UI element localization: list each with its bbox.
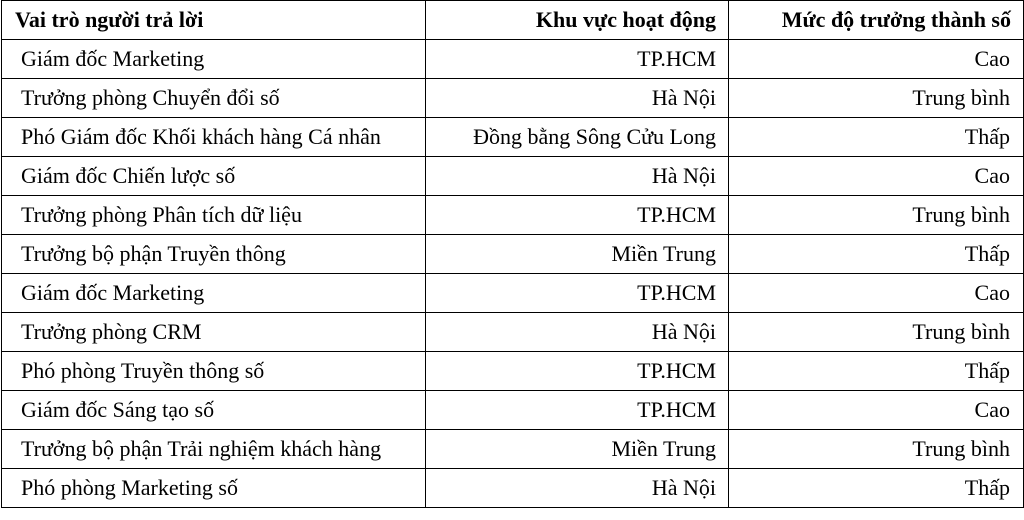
cell-respondent-role: Phó phòng Truyền thông số: [2, 352, 426, 391]
table-row: [2, 118, 1024, 157]
cell-respondent-role: Giám đốc Chiến lược số: [2, 157, 426, 196]
cell-operating-region: Hà Nội: [426, 79, 729, 118]
cell-respondent-role: Giám đốc Marketing: [2, 274, 426, 313]
table-row: [2, 313, 1024, 352]
cell-digital-maturity: Thấp: [729, 352, 1024, 391]
cell-operating-region: Miền Trung: [426, 430, 729, 469]
table-row: [2, 40, 1024, 79]
cell-respondent-role: Trưởng phòng Phân tích dữ liệu: [2, 196, 426, 235]
table-row: [2, 430, 1024, 469]
table-row: [2, 235, 1024, 274]
cell-operating-region: TP.HCM: [426, 196, 729, 235]
cell-digital-maturity: Trung bình: [729, 79, 1024, 118]
table-row: [2, 157, 1024, 196]
header-digital-maturity: Mức độ trưởng thành số: [729, 1, 1024, 40]
survey-respondents-table: [1, 0, 1024, 508]
cell-digital-maturity: Cao: [729, 391, 1024, 430]
table-row: [2, 79, 1024, 118]
cell-respondent-role: Trưởng bộ phận Trải nghiệm khách hàng: [2, 430, 426, 469]
cell-operating-region: Hà Nội: [426, 469, 729, 508]
cell-respondent-role: Giám đốc Sáng tạo số: [2, 391, 426, 430]
cell-respondent-role: Giám đốc Marketing: [2, 40, 426, 79]
table-body: [2, 40, 1024, 508]
table-row: [2, 196, 1024, 235]
cell-operating-region: Hà Nội: [426, 157, 729, 196]
cell-respondent-role: Trưởng phòng Chuyển đổi số: [2, 79, 426, 118]
cell-respondent-role: Phó Giám đốc Khối khách hàng Cá nhân: [2, 118, 426, 157]
header-operating-region: Khu vực hoạt động: [426, 1, 729, 40]
cell-digital-maturity: Trung bình: [729, 313, 1024, 352]
table-row: [2, 352, 1024, 391]
cell-digital-maturity: Trung bình: [729, 430, 1024, 469]
cell-digital-maturity: Thấp: [729, 469, 1024, 508]
cell-operating-region: Đồng bằng Sông Cửu Long: [426, 118, 729, 157]
table-row: [2, 391, 1024, 430]
cell-respondent-role: Trưởng bộ phận Truyền thông: [2, 235, 426, 274]
cell-operating-region: TP.HCM: [426, 352, 729, 391]
cell-digital-maturity: Thấp: [729, 235, 1024, 274]
header-respondent-role: Vai trò người trả lời: [2, 1, 426, 40]
table-row: [2, 469, 1024, 508]
cell-digital-maturity: Trung bình: [729, 196, 1024, 235]
cell-digital-maturity: Cao: [729, 157, 1024, 196]
cell-operating-region: TP.HCM: [426, 391, 729, 430]
table-row: [2, 274, 1024, 313]
cell-digital-maturity: Cao: [729, 274, 1024, 313]
cell-digital-maturity: Cao: [729, 40, 1024, 79]
cell-operating-region: TP.HCM: [426, 274, 729, 313]
cell-respondent-role: Trưởng phòng CRM: [2, 313, 426, 352]
cell-digital-maturity: Thấp: [729, 118, 1024, 157]
cell-operating-region: Miền Trung: [426, 235, 729, 274]
cell-operating-region: Hà Nội: [426, 313, 729, 352]
cell-respondent-role: Phó phòng Marketing số: [2, 469, 426, 508]
cell-operating-region: TP.HCM: [426, 40, 729, 79]
table-header-row: [2, 1, 1024, 40]
